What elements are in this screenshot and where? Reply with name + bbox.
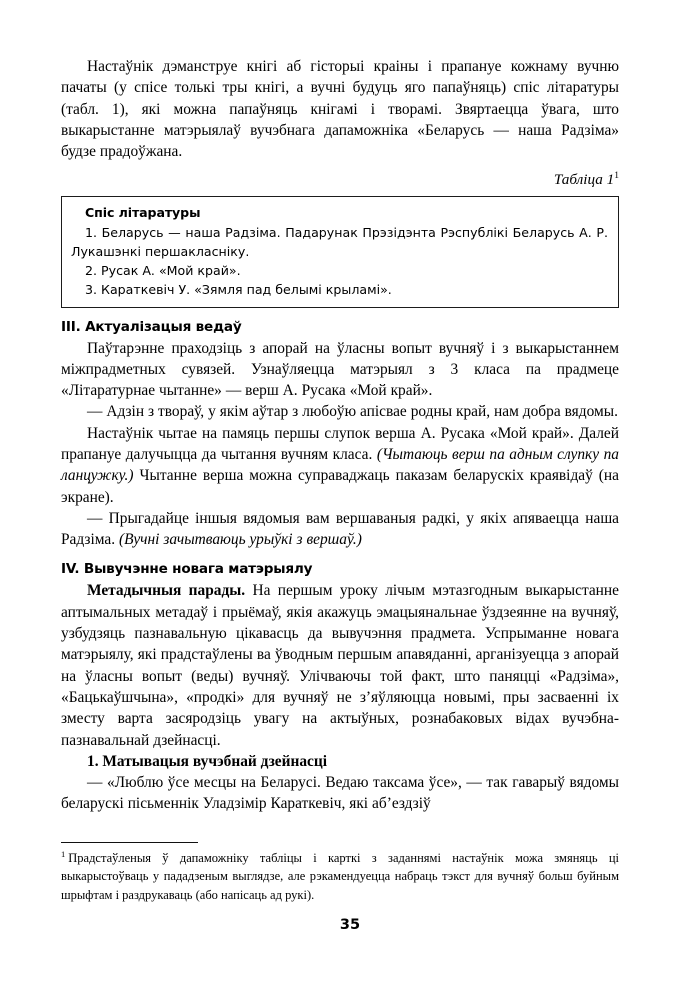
paragraph-intro: Настаўнік дэманструе кнігі аб гісторыі краіны і прапануе кожнаму вучню пачаты (у спісе толькі тры кнігі, а вучні будуць яго папаўняць) спіс літаратуры (табл. 1), які можна папаўняць кнігамі і творамі. Звяртаецца ўвага, што выкарыстанне матэрыялаў вучэбнага дапаможніка «Беларусь — наша Радзіма» будзе прадоўжана. — [61, 58, 619, 161]
paragraph-teacher-reads — [61, 423, 619, 508]
paragraph-dash-known: — Адзін з твораў, у якім аўтар з любоўю апісвае родны край, нам добра вядомы. — [87, 403, 618, 421]
footnote-area — [61, 842, 619, 904]
table-caption-footnote-marker: 1 — [614, 171, 619, 182]
footnote-text: Прадстаўленыя ў дапаможніку табліцы і карткі з заданнямі настаўнік можа змяняць ці выкарыстоўваць у пададзеным выглядзе, але рэкамендуецца набраць тэкст для вучняў больш буйным шрыфтам і раздрукаваць (або напісаць ад рукі). — [61, 851, 619, 902]
methodical-advice-lead: Метадычныя парады. — [87, 582, 246, 600]
heading-section-3: III. Актуалізацыя ведаў — [61, 318, 242, 335]
literature-list-box — [61, 196, 619, 307]
teacher-reads-part-1: Настаўнік чытае на памяць першы слупок верша А. Русака «Мой край». Далей прапануе далучыцца да чытання вучням класа. — [61, 424, 619, 463]
paragraph-section3-body: Паўтарэнне праходзіць з апорай на ўласны вопыт вучняў і з выкарыстаннем міжпрадметных сувязей. Узнаўляецца матэрыял з 3 класа па прадмеце «Літаратурнае чытанне» — верш А. Русака «Мой край». — [61, 339, 619, 400]
footnote-separator-rule — [61, 842, 198, 843]
dash-recall-stage-direction: (Вучні зачытваюць урыўкі з вершаў.) — [119, 531, 362, 549]
methodical-advice-body: На першым уроку лічым мэтазгодным выкарыстанне аптымальных метадаў і прыёмаў, якія акажуць эмацыянальнае ўздзеянне на вучняў, узбудзяць пазнавальную цікавасць да вывучэння прадмета. Успрыманне новага матэрыялу, які прадстаўлены ва ўводным першым апавяданні, арганізуецца з апорай на ўласны вопыт (веды) вучняў. Улічваючы той факт, што паняцці «Радзіма», «Бацькаўшчына», «продкі» для вучняў не з’яўляюцца новымі, пры засваенні іх зместу варта засяродзіць увагу на актыўных, рознабаковых відах вучэбна-пазнавальнай дзейнасці. — [61, 582, 619, 749]
footnote-text-block — [61, 849, 619, 904]
table-caption — [61, 169, 619, 190]
paragraph-motivation-quote: — «Люблю ўсе месцы на Беларусі. Ведаю таксама ўсе», — так гаварыў вядомы беларускі пісьменнік Уладзімір Караткевіч, які аб’ездзіў — [61, 774, 619, 813]
teacher-reads-stage-direction: (Чытаюць верш па адным слупку па ланцужку.) — [61, 445, 619, 485]
footnote-marker: 1 — [61, 849, 66, 860]
heading-section-4: IV. Вывучэнне новага матэрыялу — [61, 561, 313, 578]
paragraph-methodical-advice — [61, 580, 619, 750]
literature-list-item-1: 1. Беларусь — наша Радзіма. Падарунак Прэзідэнта Рэспублікі Беларусь А. Р. Лукашэнкі першакласніку. — [71, 224, 608, 259]
teacher-reads-part-2: Чытанне верша можна суправаджаць паказам беларускіх краявідаў (на экране). — [61, 467, 619, 506]
heading-subsection-1: 1. Матывацыя вучэбнай дзейнасці — [87, 752, 328, 770]
page-content — [61, 56, 619, 815]
table-caption-label: Табліца 1 — [553, 171, 615, 189]
paragraph-dash-recall — [61, 508, 619, 551]
dash-recall-text: — Прыгадайце іншыя вядомыя вам вершаваныя радкі, у якіх апяваецца наша Радзіма. — [61, 509, 619, 549]
literature-list-title: Спіс літаратуры — [85, 205, 201, 221]
literature-list-item-3: 3. Караткевіч У. «Зямля пад белымі крыламі». — [85, 282, 392, 298]
page-number: 35 — [339, 917, 361, 933]
literature-list-item-2: 2. Русак А. «Мой край». — [85, 263, 241, 279]
